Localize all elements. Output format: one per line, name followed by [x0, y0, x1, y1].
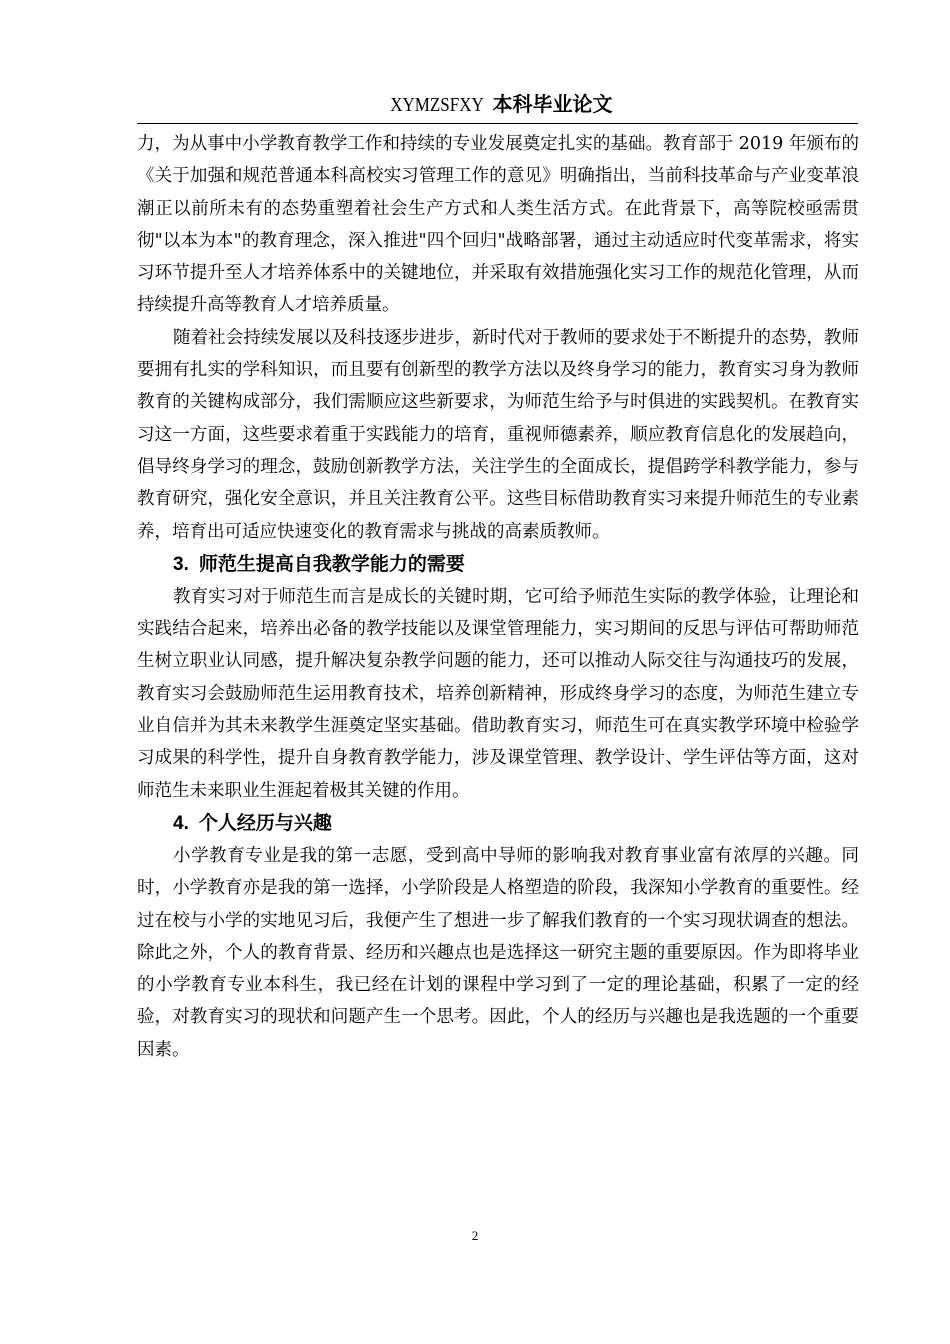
section-number: 4.: [173, 812, 189, 834]
section-number: 3.: [173, 553, 189, 575]
section-heading-4: [137, 807, 859, 840]
header-abbreviation: XYMZSFXY: [390, 94, 485, 116]
paragraph: 教育实习对于师范生而言是成长的关键时期，它可给予师范生实际的教学体验，让理论和实践结合起来，培养出必备的教学技能以及课堂管理能力，实习期间的反思与评估可帮助师范生树立职业认同感，提升解决复杂教学问题的能力，还可以推动人际交往与沟通技巧的发展，教育实习会鼓励师范生运用教育技术，培养创新精神，形成终身学习的态度，为师范生建立专业自信并为其未来教学生涯奠定坚实基础。借助教育实习，师范生可在真实教学环境中检验学习成果的科学性，提升自身教育教学能力，涉及课堂管理、教学设计、学生评估等方面，这对师范生未来职业生涯起着极其关键的作用。: [137, 586, 859, 801]
header-title: 本科毕业论文: [492, 92, 613, 116]
body-text: [137, 128, 859, 1066]
page-number: 2: [471, 1228, 479, 1243]
running-header: [137, 90, 858, 119]
section-heading-3: [137, 548, 859, 581]
section-title: 师范生提高自我教学能力的需要: [198, 552, 465, 575]
section-title: 个人经历与兴趣: [198, 811, 332, 834]
paragraph: 随着社会持续发展以及科技逐步进步，新时代对于教师的要求处于不断提升的态势，教师要拥有扎实的学科知识，而且要有创新型的教学方法以及终身学习的能力，教育实习身为教师教育的关键构成部分，我们需顺应这些新要求，为师范生给予与时俱进的实践契机。在教育实习这一方面，这些要求着重于实践能力的培育，重视师德素养，顺应教育信息化的发展趋向，倡导终身学习的理念，鼓励创新教学方法，关注学生的全面成长，提倡跨学科教学能力，参与教育研究，强化安全意识，并且关注教育公平。这些目标借助教育实习来提升师范生的专业素养，培育出可适应快速变化的教育需求与挑战的高素质教师。: [137, 327, 859, 542]
paragraph: 小学教育专业是我的第一志愿，受到高中导师的影响我对教育事业富有浓厚的兴趣。同时，小学教育亦是我的第一选择，小学阶段是人格塑造的阶段，我深知小学教育的重要性。经过在校与小学的实地见习后，我便产生了想进一步了解我们教育的一个实习现状调查的想法。除此之外，个人的教育背景、经历和兴趣点也是选择这一研究主题的重要原因。作为即将毕业的小学教育专业本科生，我已经在计划的课程中学习到了一定的理论基础，积累了一定的经验，对教育实习的现状和问题产生一个思考。因此，个人的经历与兴趣也是我选题的一个重要因素。: [137, 845, 859, 1060]
paragraph-continuation: 力，为从事中小学教育教学工作和持续的专业发展奠定扎实的基础。教育部于 2019 年颁布的《关于加强和规范普通本科高校实习管理工作的意见》明确指出，当前科技革命与产业变革浪潮正以前所未有的态势重塑着社会生产方式和人类生活方式。在此背景下，高等院校亟需贯彻"以本为本"的教育理念，深入推进"四个回归"战略部署，通过主动适应时代变革需求，将实习环节提升至人才培养体系中的关键地位，并采取有效措施强化实习工作的规范化管理，从而持续提升高等教育人才培养质量。: [137, 134, 859, 316]
header-rule: [137, 123, 858, 124]
